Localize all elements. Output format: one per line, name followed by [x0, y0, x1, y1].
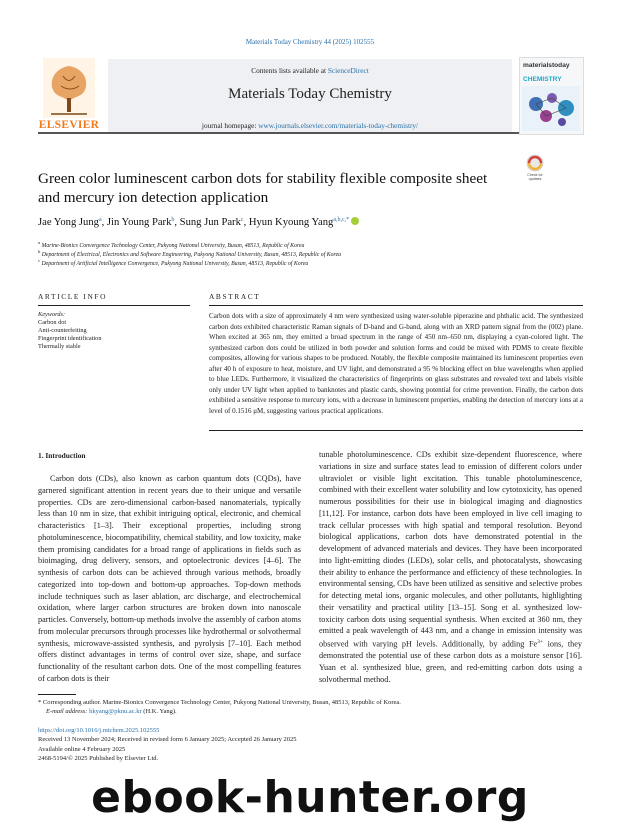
footnote-rule: [38, 694, 76, 695]
article-info-rule: [38, 305, 190, 306]
affil-mark: a: [38, 240, 41, 245]
article-title: Green color luminescent carbon dots for stability flexible composite sheet and mercury ion detection application: [38, 170, 488, 206]
keyword: Thermally stable: [38, 343, 81, 350]
keyword: Anti-counterfeiting: [38, 327, 87, 334]
corresponding-author-note: * Corresponding author. Marine-Bionics Convergence Technology Center, Pukyong National University, Busan, 48513, Republic of Korea.: [38, 699, 401, 706]
author-affil-mark[interactable]: a: [98, 217, 102, 223]
affiliation: [38, 257, 584, 268]
abstract-bottom-rule: [209, 430, 583, 431]
body-column-right: tunable photoluminescence. CDs exhibit size-dependent fluorescence, where variations in size and surface states lead to emission of different colors under ultraviolet or visible light excitation. This tunable photoluminescence, combined with their excellent water solubility and low cytotoxicity, has opened numerous possibilities for their use in biological imaging and diagnostics [11,12]. For instance, carbon dots have been employed in live cell imaging to track cellular processes with high spatial and temporal resolution. Beyond biological applications, carbon dots have demonstrated potential in the development of advanced materials and devices. They have been incorporated into light-emitting diodes (LEDs), solar cells, and photocatalysts, showcasing their ability to enhance the performance and efficiency of these technologies. In environmental sensing, CDs have been utilized as sensitive and selective probes for detecting metal ions, organic molecules, and other pollutants, highlighting their versatility and practical utility [13–15]. Song et al. synthesized low-toxicity carbon dots using sequential synthesis. When excited at 360 nm, they emitted a peak wavelength of 443 nm, and a change in emission intensity was observed with varying pH levels. Additionally, by adding $Fe^{3+}$ ions, they demonstrated the potential use of these carbon dots as a moisture sensor [16]. Yuan et al. synthesized blue, green, and red-emitting carbon dots using a solvothermal method.: [319, 450, 582, 684]
homepage-line: [108, 121, 512, 130]
watermark: ebook-hunter.org: [91, 772, 529, 823]
check-updates-icon: [521, 153, 549, 173]
author-name[interactable]: Jin Young Park: [106, 217, 172, 228]
email-label: E-mail address:: [46, 708, 88, 715]
cover-title: materialstoday: [523, 62, 570, 69]
abstract-text: Carbon dots with a size of approximately 4 nm were synthesized using water-soluble piperazine and phthalic acid. The synthesized carbon dots exhibited characteristic Raman signals of D-band and G-band, along with an XRD pattern signal from the (002) plane. When excited at 365 nm, they emitted a broad spectrum in the range of 450 nm–650 nm, displaying a cyan-colored light. The synthesized carbon dots could be utilized in both powder and solution forms and could be mixed with PDMS to create flexible composites, allowing for various shapes to be produced. Notably, the flexible composite maintained its luminescent properties even after 40 h of exposure to heat, moisture, and UV light, and demonstrated a 95 % blocking effect on blue wavelengths when applied to blue LEDs. Furthermore, it visualized the characteristics of fingerprints on glass substrates and revealed text and labels visible only under UV light when applied to banknotes and plastic cards, showing potential for crime prevention. Finally, the carbon dots exhibited a sensitive response to mercury ions, with a decrease in luminescent properties, enabling the detection of mercury ions at a level of 0.1516 μM, suggesting various practical applications.: [209, 312, 583, 415]
elsevier-logo[interactable]: [38, 58, 100, 132]
journal-reference-link[interactable]: Materials Today Chemistry 44 (2025) 102555: [245, 38, 375, 46]
keywords-label: Keywords:: [38, 311, 66, 318]
author-name[interactable]: Jae Yong Jung: [38, 217, 99, 228]
sciencedirect-link[interactable]: ScienceDirect: [327, 66, 369, 75]
keyword: Carbon dot: [38, 319, 67, 326]
author-affil-mark[interactable]: c: [240, 217, 244, 223]
affil-text: Department of Electrical, Electronics and Software Engineering, Pukyong National University, Busan, 48513, Republic of Korea: [41, 251, 342, 258]
abstract-rule: [209, 305, 583, 306]
cover-art-icon: [522, 86, 580, 131]
elsevier-tree-icon: [43, 58, 95, 118]
email-suffix: (H.K. Yang).: [143, 708, 177, 715]
homepage-prefix: journal homepage:: [201, 121, 257, 130]
available-online: Available online 4 February 2025: [38, 745, 126, 753]
affil-text: Marine-Bionics Convergence Technology Center, Pukyong National University, Busan, 48513, Republic of Korea: [41, 242, 305, 249]
contents-prefix: Contents lists available at: [251, 66, 327, 75]
received-dates: Received 13 November 2024; Received in revised form 6 January 2025; Accepted 26 January 2025: [38, 736, 297, 744]
email-link[interactable]: hkyang@pknu.ac.kr: [89, 708, 142, 715]
author-name[interactable]: Hyun Kyoung Yang: [248, 217, 334, 228]
cover-subtitle: CHEMISTRY: [523, 76, 562, 83]
affil-mark: c: [38, 258, 41, 263]
homepage-link[interactable]: www.journals.elsevier.com/materials-today-chemistry/: [258, 121, 419, 130]
journal-name: Materials Today Chemistry: [228, 86, 392, 102]
check-for-updates-badge[interactable]: [521, 153, 549, 185]
article-metadata: [38, 726, 438, 764]
affil-text: Department of Artificial Intelligence Convergence, Pukyong National University, Busan, 48513, Republic of Korea: [41, 260, 309, 267]
issn-copyright: 2468-5194/© 2025 Published by Elsevier Ltd.: [38, 755, 159, 763]
keyword: Fingerprint identification: [38, 335, 102, 342]
orcid-icon[interactable]: [351, 217, 359, 225]
abstract-heading: ABSTRACT: [209, 292, 261, 301]
author-list: Jae Yong Jung$^a$, Jin Young Park$^b$, Sung Jun Park$^c$, Hyun Kyoung Yang$^{a,b,c,*}$: [38, 217, 538, 228]
affil-mark: b: [38, 249, 41, 254]
footnote: [38, 698, 584, 716]
body-column-left: Carbon dots (CDs), also known as carbon quantum dots (CQDs), have garnered significant attention in recent years due to their unique and versatile properties. CDs are zero-dimensional carbon-based nanomaterials, typically less than 10 nm in size, that exhibit intriguing optical, electronic, and chemical characteristics [1–3]. Their exceptional properties, including strong photoluminescence, biocompatibility, chemical stability, and low toxicity, make them promising candidates for a broad range of applications in fields such as bioimaging, drug delivery, sensors, and optoelectronic devices [4–6]. The synthesis of carbon dots can be achieved through various methods, broadly categorized into top-down and bottom-up approaches. Top-down methods include techniques such as laser ablation, arc discharge, and electrochemical oxidation, where larger carbon structures are broken down into nanoscale particles. Conversely, bottom-up methods involve the assembly of carbon atoms from molecular precursors through processes like hydrothermal or solvothermal synthesis, microwave-assisted synthesis, and pyrolysis [7–10]. Each method offers distinct advantages in terms of control over size, shape, and surface functionality of the resultant carbon dots. One of the most compelling features of carbon dots is their: [38, 474, 301, 683]
journal-cover[interactable]: [519, 57, 584, 135]
article-info-heading: ARTICLE INFO: [38, 292, 108, 301]
author-name[interactable]: Sung Jun Park: [179, 217, 241, 228]
elsevier-wordmark: ELSEVIER: [38, 119, 100, 131]
author-affil-mark[interactable]: b: [171, 217, 175, 223]
contents-line: [108, 66, 512, 75]
author-affil-mark[interactable]: a,b,c,*: [333, 217, 350, 223]
header-divider: [38, 132, 584, 134]
introduction-heading: 1. Introduction: [38, 451, 86, 460]
doi-link[interactable]: https://doi.org/10.1016/j.mtchem.2025.102555: [38, 727, 160, 734]
check-updates-label: Check for updates: [527, 173, 543, 181]
